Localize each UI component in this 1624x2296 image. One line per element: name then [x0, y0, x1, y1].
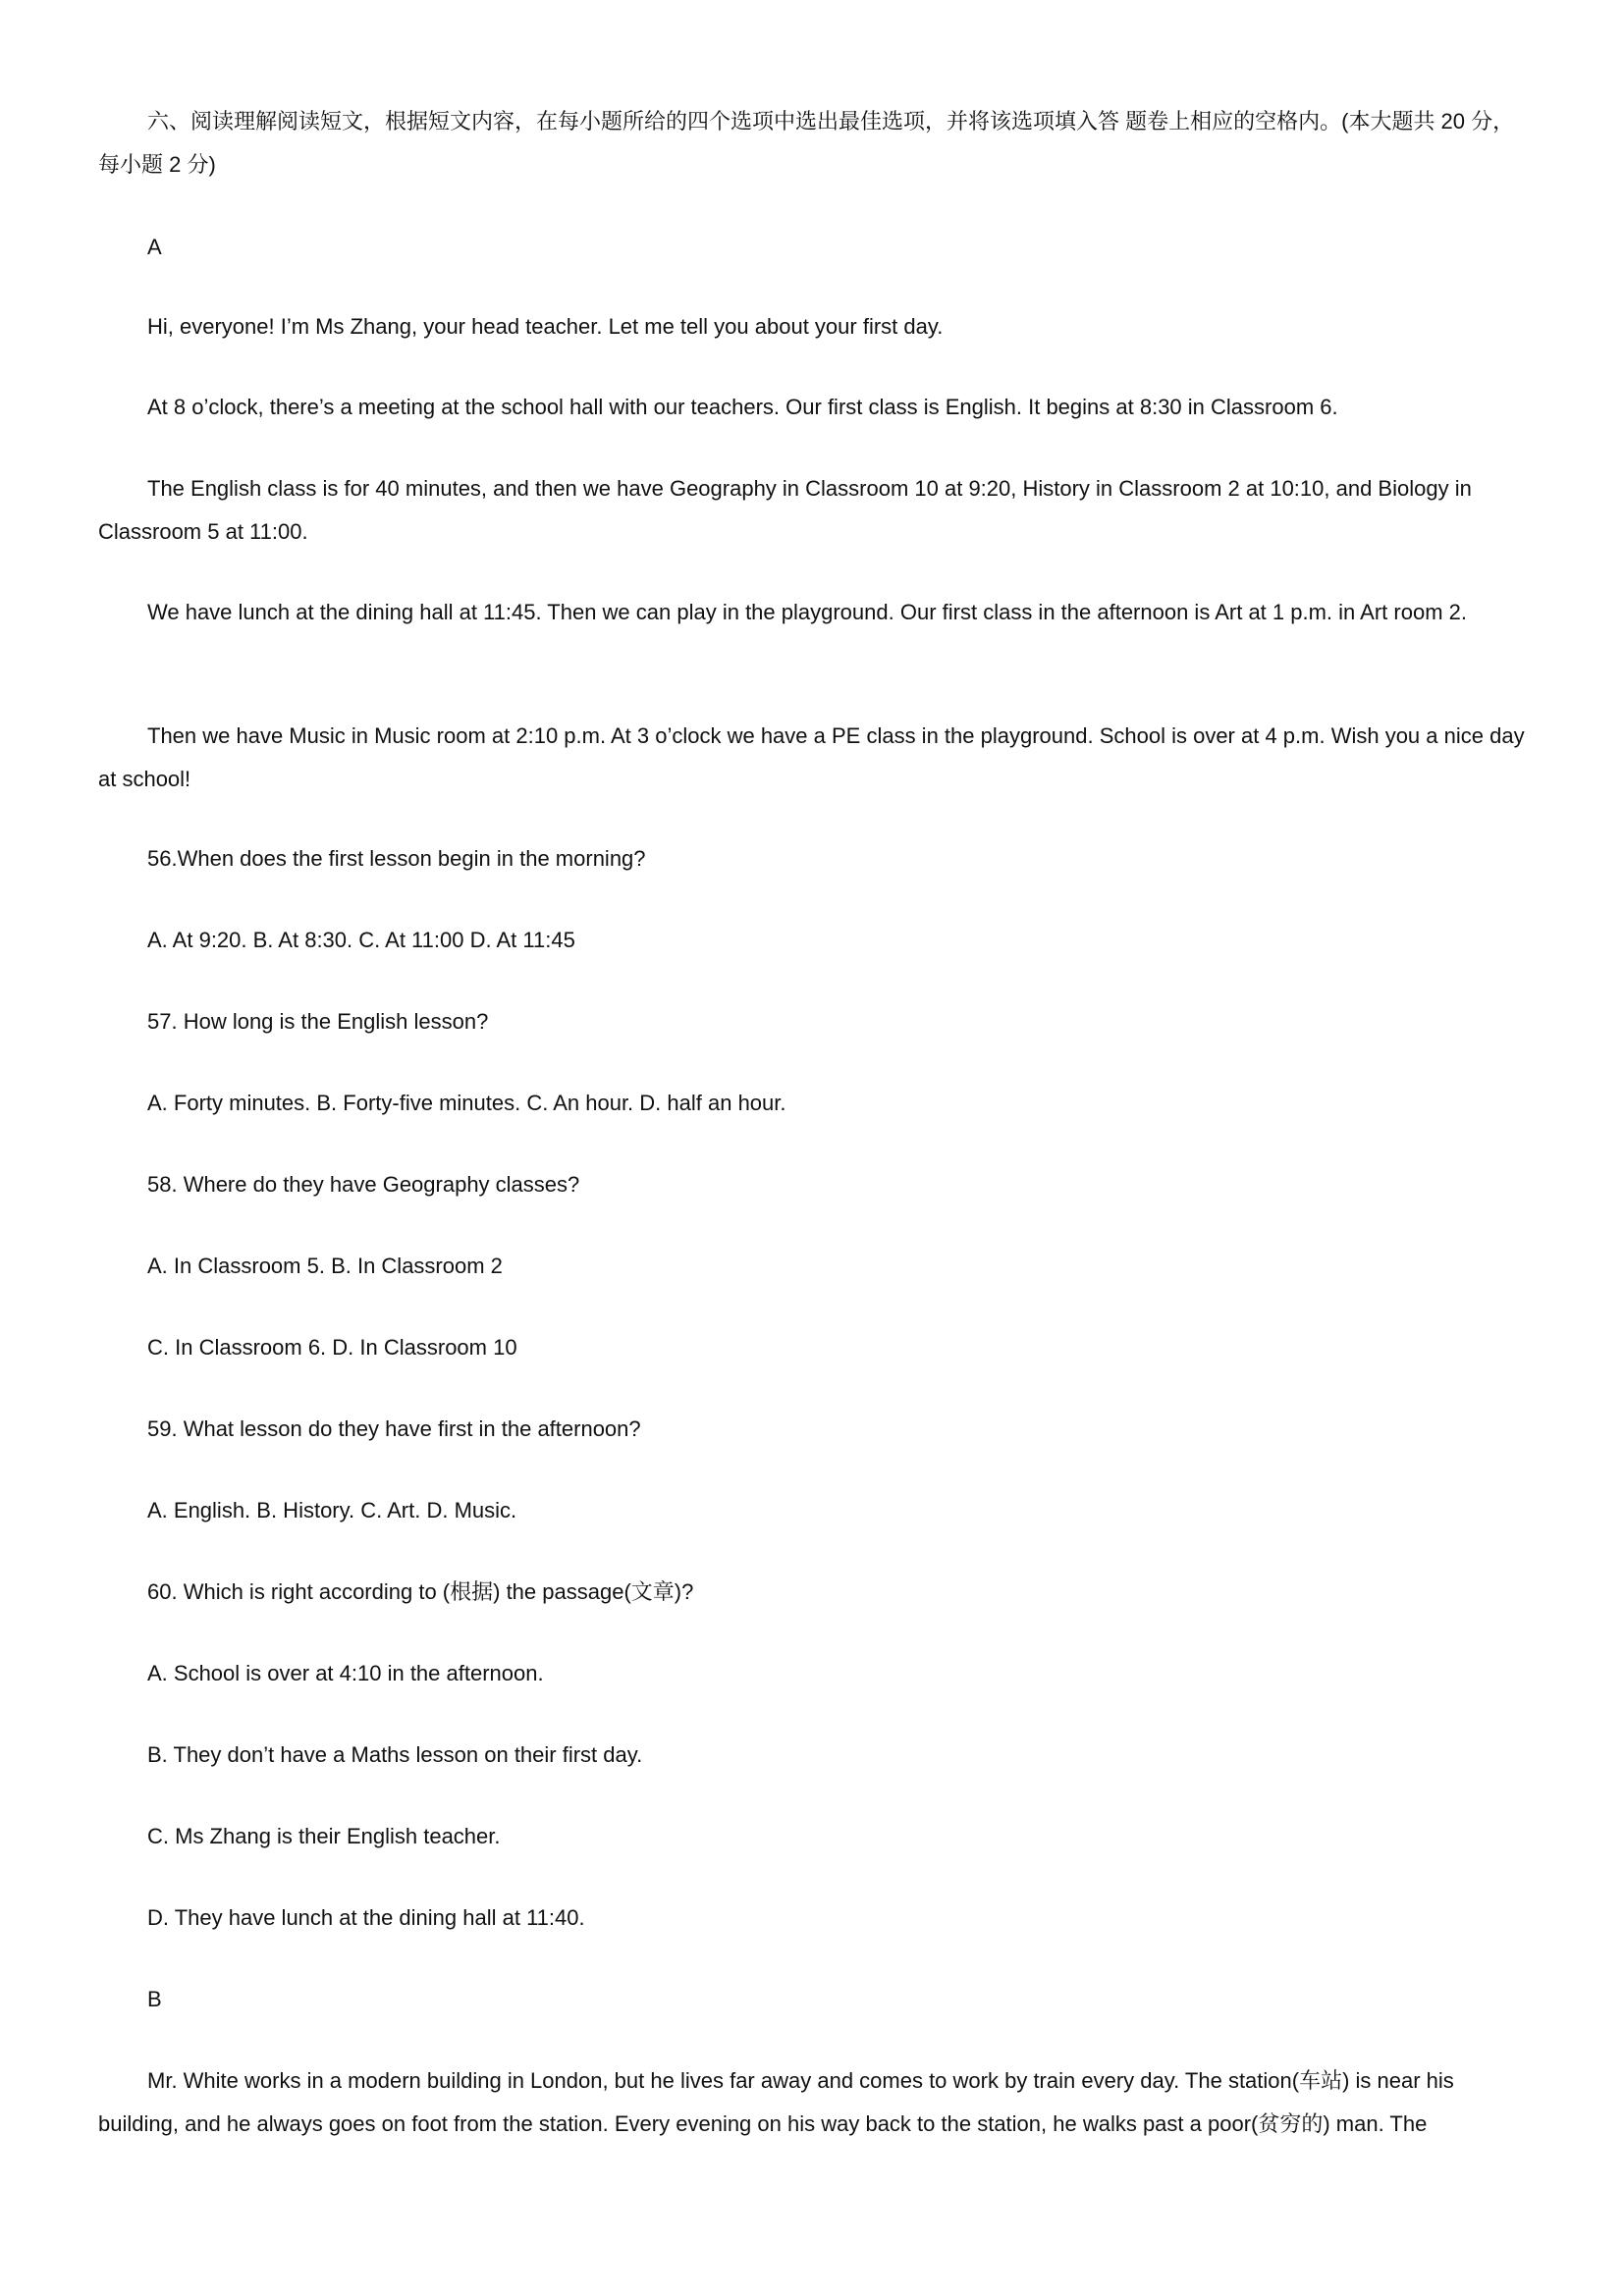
question-60-option-d: D. They have lunch at the dining hall at 11:40. — [147, 1905, 585, 1930]
question-56-options: A. At 9:20. B. At 8:30. C. At 11:00 D. At 11:45 — [147, 928, 575, 952]
question-58-options-line-1: A. In Classroom 5. B. In Classroom 2 — [147, 1254, 503, 1278]
section-instruction: 六、阅读理解阅读短文，根据短文内容，在每小题所给的四个选项中选出最佳选项，并将该选项填入答 题卷上相应的空格内。(本大题共 20 分，每小题 2 分) — [98, 109, 1515, 177]
question-59-stem: 59. What lesson do they have first in the afternoon? — [147, 1416, 641, 1441]
passage-a-paragraph-5: Then we have Music in Music room at 2:10 p.m. At 3 o’clock we have a PE class in the playground. School is over at 4 p.m. Wish you a nice day at school! — [98, 723, 1525, 791]
question-57-options: A. Forty minutes. B. Forty-five minutes. C. An hour. D. half an hour. — [147, 1091, 786, 1115]
question-60-option-c: C. Ms Zhang is their English teacher. — [147, 1824, 501, 1848]
passage-b-paragraph-1: Mr. White works in a modern building in London, but he lives far away and comes to work by train every day. The station(车站) is near his building, and he always goes on foot from the station. Every evening on his way back to the station, he walks past a poor(贫穷的) man. The — [98, 2068, 1454, 2136]
question-56-stem: 56.When does the first lesson begin in the morning? — [147, 846, 646, 871]
question-57-stem: 57. How long is the English lesson? — [147, 1009, 489, 1034]
question-59-options: A. English. B. History. C. Art. D. Music. — [147, 1498, 517, 1522]
question-60-option-a: A. School is over at 4:10 in the afternoon. — [147, 1661, 544, 1685]
question-60-stem: 60. Which is right according to (根据) the passage(文章)? — [147, 1579, 694, 1604]
passage-a-paragraph-2: At 8 o’clock, there’s a meeting at the school hall with our teachers. Our first class is English. It begins at 8:30 in Classroom 6. — [147, 395, 1338, 419]
question-58-options-line-2: C. In Classroom 6. D. In Classroom 10 — [147, 1335, 517, 1360]
passage-b-label: B — [147, 1987, 162, 2011]
passage-a-label: A — [147, 235, 162, 259]
question-60-option-b: B. They don’t have a Maths lesson on their first day. — [147, 1742, 643, 1767]
passage-a-paragraph-4: We have lunch at the dining hall at 11:45. Then we can play in the playground. Our first class in the afternoon is Art at 1 p.m. in Art room 2. — [147, 600, 1467, 624]
passage-a-paragraph-1: Hi, everyone! I’m Ms Zhang, your head teacher. Let me tell you about your first day. — [147, 314, 944, 339]
passage-a-paragraph-3: The English class is for 40 minutes, and then we have Geography in Classroom 10 at 9:20, History in Classroom 2 at 10:10, and Biology in Classroom 5 at 11:00. — [98, 476, 1472, 544]
question-58-stem: 58. Where do they have Geography classes? — [147, 1172, 580, 1197]
